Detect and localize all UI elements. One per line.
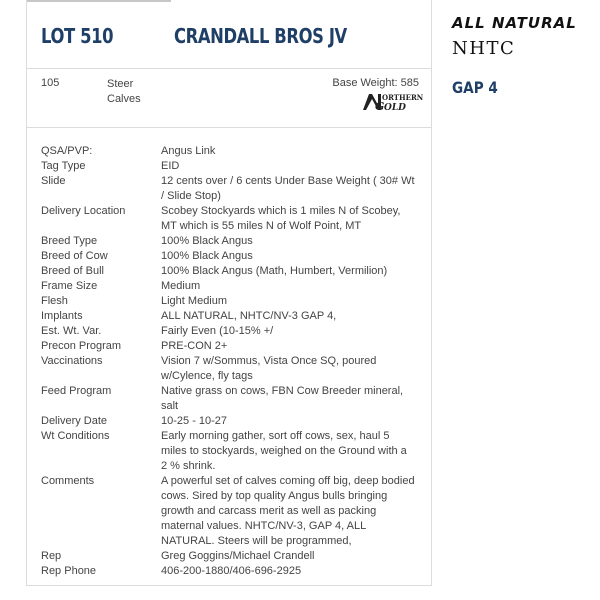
cattle-kind-line2: Calves [107, 93, 141, 105]
detail-value: Early morning gather, sort off cows, sex, haul 5 miles to stockyards, weighed on the Ground with a 2 % shrink. [161, 430, 407, 472]
seller-name: CRANDALL BROS JV [174, 24, 347, 48]
detail-label: Vaccinations [41, 355, 103, 367]
detail-row [27, 279, 431, 294]
detail-value: Medium [161, 280, 201, 292]
detail-label: Delivery Location [41, 205, 126, 217]
detail-value: Vision 7 w/Sommus, Vista Once SQ, poured w/Cylence, fly tags [161, 355, 377, 382]
detail-row [27, 384, 431, 414]
detail-label: Slide [41, 175, 66, 187]
detail-row [27, 144, 431, 159]
detail-value: 100% Black Angus [161, 235, 253, 247]
detail-label: Comments [41, 475, 95, 487]
detail-label: Tag Type [41, 160, 86, 172]
detail-value: PRE-CON 2+ [161, 340, 228, 352]
lot-number: LOT 510 [41, 24, 114, 48]
cattle-kind-line1: Steer [107, 78, 134, 90]
detail-value: 100% Black Angus [161, 250, 253, 262]
header-accent-bar [27, 0, 171, 2]
nhtc-note: NHTC [452, 38, 516, 59]
lot-summary [27, 69, 431, 128]
detail-label: Est. Wt. Var. [41, 325, 102, 337]
detail-row [27, 549, 431, 564]
detail-value: 12 cents over / 6 cents Under Base Weight ( 30# Wt / Slide Stop) [161, 175, 415, 202]
detail-row [27, 354, 431, 384]
detail-row [27, 564, 431, 579]
detail-label: Wt Conditions [41, 430, 110, 442]
detail-label: Rep Phone [41, 565, 97, 577]
detail-value: Scobey Stockyards which is 1 miles N of Scobey, MT which is 55 miles N of Wolf Point, MT [161, 205, 401, 232]
lot-card [26, 0, 432, 586]
detail-row [27, 204, 431, 234]
detail-row [27, 159, 431, 174]
detail-row [27, 249, 431, 264]
detail-value: Native grass on cows, FBN Cow Breeder mineral, salt [161, 385, 404, 412]
detail-row [27, 234, 431, 249]
detail-label: Breed of Cow [41, 250, 108, 262]
detail-value: 100% Black Angus (Math, Humbert, Vermilion) [161, 265, 388, 277]
detail-label: Implants [41, 310, 83, 322]
detail-label: Feed Program [41, 385, 112, 397]
detail-label: QSA/PVP: [41, 145, 93, 157]
northern-gold-logo [361, 91, 424, 113]
gap-note: GAP 4 [452, 78, 498, 97]
detail-label: Breed of Bull [41, 265, 104, 277]
detail-row [27, 429, 431, 474]
svg-text:OLD: OLD [384, 103, 406, 113]
detail-label: Delivery Date [41, 415, 108, 427]
detail-value: Greg Goggins/Michael Crandell [161, 550, 315, 562]
detail-value: 10-25 - 10-27 [161, 415, 228, 427]
detail-row [27, 264, 431, 279]
detail-row [27, 474, 431, 549]
detail-label: Frame Size [41, 280, 98, 292]
detail-row [27, 339, 431, 354]
detail-value: ALL NATURAL, NHTC/NV-3 GAP 4, [161, 310, 337, 322]
all-natural-note: ALL NATURAL [452, 14, 577, 32]
detail-value: A powerful set of calves coming off big, deep bodied cows. Sired by top quality Angus bulls bringing growth and carcass merit as well as packing maternal values. NHTC/NV-3, GAP 4, ALL NATURAL. Steers will be programmed, [161, 475, 415, 547]
detail-row [27, 309, 431, 324]
head-count: 105 [41, 77, 60, 89]
detail-row [27, 414, 431, 429]
svg-text:ORTHERN: ORTHERN [382, 93, 424, 102]
detail-value: Fairly Even (10-15% +/ [161, 325, 274, 337]
svg-text:G: G [375, 100, 385, 113]
detail-row [27, 174, 431, 204]
base-weight: Base Weight: 585 [332, 77, 419, 89]
detail-value: Light Medium [161, 295, 228, 307]
detail-label: Breed Type [41, 235, 98, 247]
detail-value: EID [161, 160, 180, 172]
detail-row [27, 294, 431, 309]
detail-label: Precon Program [41, 340, 122, 352]
detail-value: Angus Link [161, 145, 216, 157]
detail-label: Rep [41, 550, 62, 562]
lot-details [27, 144, 431, 579]
detail-value: 406-200-1880/406-696-2925 [161, 565, 302, 577]
cattle-kind [107, 77, 167, 107]
lot-header [27, 0, 431, 69]
detail-label: Flesh [41, 295, 68, 307]
detail-row [27, 324, 431, 339]
